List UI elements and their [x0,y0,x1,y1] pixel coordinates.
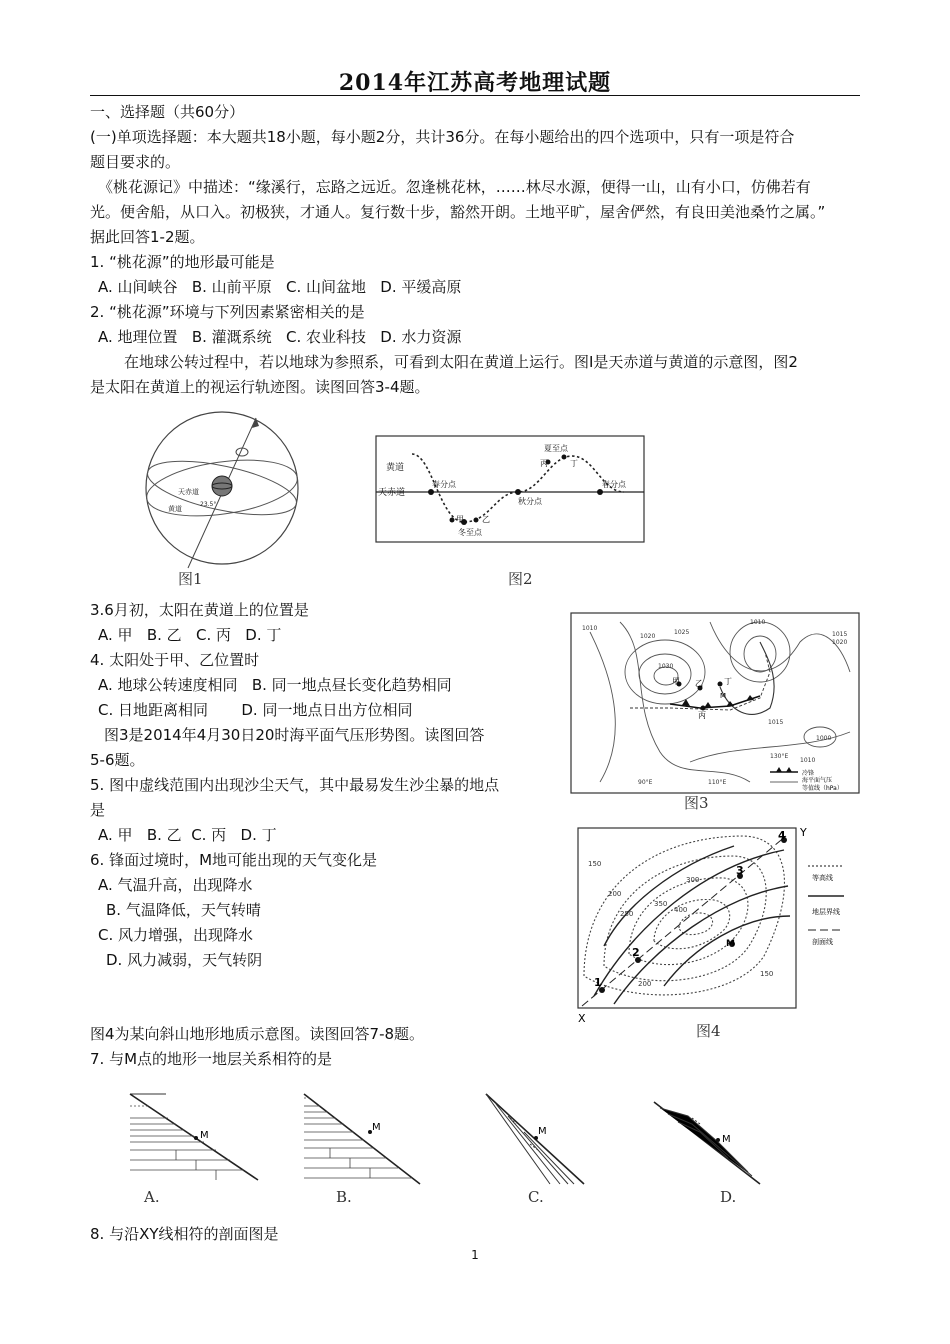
fig2-winter-label: 冬至点 [458,528,482,537]
q3-stem: 3.6月初，太阳在黄道上的位置是 [90,601,309,619]
passage1-line3: 据此回答1-2题。 [90,228,205,246]
q5-stem-cont: 是 [90,801,106,819]
figure-4-caption: 图4 [696,1022,721,1040]
fig4-contour-label: 200 [608,890,622,898]
fig3-iso-label: 1025 [674,629,690,636]
q7-label-a: A. [144,1188,160,1206]
fig1-equator-label: 天赤道 [178,488,199,496]
q1-stem: 1. “桃花源”的地形最可能是 [90,253,275,271]
subsection-heading: (一)单项选择题：本大题共18小题，每小题2分，共计36分。在每小题给出的四个选项中，只有一项是符合 [90,128,795,146]
fig2-spring2-label: 春分点 [602,480,626,489]
fig3-jia-label: 甲 [672,677,680,686]
q2-options: A. 地理位置 B. 灌溉系统 C. 农业科技 D. 水力资源 [98,328,462,346]
fig3-iso-label: 1010 [582,625,598,632]
fig4-contour-label: 350 [654,900,668,908]
q5-stem: 5. 图中虚线范围内出现沙尘天气，其中最易发生沙尘暴的地点 [90,776,500,794]
fig4-legend-contour: 等高线 [812,874,833,882]
figure-1 [138,408,313,588]
figure-4 [574,826,856,1024]
q7-diagram-b [300,1088,426,1188]
figure-2 [372,434,648,546]
passage2-line1: 在地球公转过程中，若以地球为参照系，可看到太阳在黄道上运行。图I是天赤道与黄道的示意图，图2 [124,353,798,371]
fig3-yi-label: 乙 [695,679,703,688]
fig3-iso-label: 1000 [816,735,832,742]
fig4-legend-profile: 剖面线 [812,938,833,946]
fig4-point-4: 4 [778,829,786,842]
q6-option-c: C. 风力增强，出现降水 [98,926,254,944]
fig4-contour-label: 200 [638,980,652,988]
fig3-bing-label: 丙 [698,711,706,720]
fig4-point-2: 2 [632,946,640,959]
q6-option-b: B. 气温降低，天气转晴 [106,901,261,919]
passage3-line1: 图3是2014年4月30日20时海平面气压形势图。读图回答 [104,726,485,744]
q7a-m-label: M [200,1130,209,1141]
figure-3-caption: 图3 [684,794,709,812]
fig4-y-label: Y [800,826,807,839]
q6-option-a: A. 气温升高，出现降水 [98,876,253,894]
fig4-contour-label: 150 [588,860,602,868]
fig3-legend-unit: 等值线（hPa） [802,785,843,792]
fig2-bing-label: 丙 [540,459,548,468]
fig3-legend-pressure: 海平面气压 [802,777,833,784]
q4-stem: 4. 太阳处于甲、乙位置时 [90,651,260,669]
passage1-line1: 《桃花源记》中描述：“缘溪行，忘路之远近。忽逢桃花林，……林尽水源，便得一山，山有小口，仿佛若有 [98,178,811,196]
fig4-legend-strata: 地层界线 [812,908,840,916]
q7-diagram-d [648,1096,768,1188]
fig4-contour-label: 400 [674,906,688,914]
fig3-iso-label: 1020 [640,633,656,640]
q7-label-b: B. [336,1188,352,1206]
fig2-spring1-label: 春分点 [432,480,456,489]
figure-2-caption: 图2 [508,570,533,588]
subsection-heading-cont: 题目要求的。 [90,153,181,171]
title-underline [90,95,860,96]
q5-options: A. 甲 B. 乙 C. 丙 D. 丁 [98,826,277,844]
fig2-yi-label: 乙 [482,515,490,524]
fig3-lon-label: 90°E [638,779,653,786]
fig3-iso-label: 1030 [658,663,674,670]
fig4-contour-label: 300 [686,876,700,884]
q8-stem: 8. 与沿XY线相符的剖面图是 [90,1225,279,1243]
q2-stem: 2. “桃花源”环境与下列因素紧密相关的是 [90,303,365,321]
fig3-lon-label: 130°E [770,753,789,760]
fig3-iso-label: 1010 [800,757,816,764]
fig3-iso-label: 1020 [832,639,848,646]
fig4-m-label: M [726,939,735,949]
fig2-summer-label: 夏至点 [544,444,568,453]
fig3-iso-label: 1010 [750,619,766,626]
q6-stem: 6. 锋面过境时，M地可能出现的天气变化是 [90,851,378,869]
page-title: 2014年江苏高考地理试题 [338,70,612,96]
q7c-m-label: M [538,1126,547,1137]
q7-diagram-c [480,1088,592,1188]
fig2-autumn-label: 秋分点 [518,497,542,506]
fig4-point-1: 1 [594,976,602,989]
fig1-ecliptic-label: 黄道 [168,505,182,513]
passage4: 图4为某向斜山地形地质示意图。读图回答7-8题。 [90,1025,425,1043]
q7-stem: 7. 与M点的地形一地层关系相符的是 [90,1050,333,1068]
fig2-ding-label: 丁 [570,459,578,468]
fig4-contour-label: 250 [620,910,634,918]
q7-label-d: D. [720,1188,737,1206]
fig3-legend-front: 冷锋 [802,770,815,777]
fig2-ecliptic-label: 黄道 [386,463,405,473]
passage2-line2: 是太阳在黄道上的视运行轨迹图。读图回答3-4题。 [90,378,430,396]
fig4-point-3: 3 [736,864,744,877]
figure-1-caption: 图1 [178,570,203,588]
section-heading: 一、选择题（共60分） [90,103,245,121]
q7-diagram-a [126,1088,268,1188]
q7b-m-label: M [372,1122,381,1133]
q3-options: A. 甲 B. 乙 C. 丙 D. 丁 [98,626,282,644]
page-number: 1 [471,1248,479,1262]
fig3-m-label: M [720,692,727,700]
fig4-x-label: X [578,1012,586,1024]
q7-label-c: C. [528,1188,544,1206]
q1-options: A. 山间峡谷 B. 山前平原 C. 山间盆地 D. 平缓高原 [98,278,462,296]
fig3-iso-label: 1015 [832,631,848,638]
passage3-line2: 5-6题。 [90,751,145,769]
figure-3 [570,612,860,794]
q4-option-ab: A. 地球公转速度相同 B. 同一地点昼长变化趋势相同 [98,676,452,694]
fig3-lon-label: 110°E [708,779,727,786]
q7d-m-label: M [722,1134,731,1145]
fig3-iso-label: 1015 [768,719,784,726]
q6-option-d: D. 风力减弱，天气转阴 [106,951,263,969]
passage1-line2: 光。便舍船，从口入。初极狭，才通人。复行数十步，豁然开朗。土地平旷，屋舍俨然，有良田美池桑竹之属。” [90,203,826,221]
fig2-equator-label: 天赤道 [378,488,406,498]
fig3-ding-label: 丁 [724,677,732,686]
fig4-contour-label: 150 [760,970,774,978]
fig2-jia-label: 甲 [456,515,464,524]
fig1-angle-label: 23.5° [200,501,217,508]
q4-option-cd: C. 日地距离相同 D. 同一地点日出方位相同 [98,701,413,719]
